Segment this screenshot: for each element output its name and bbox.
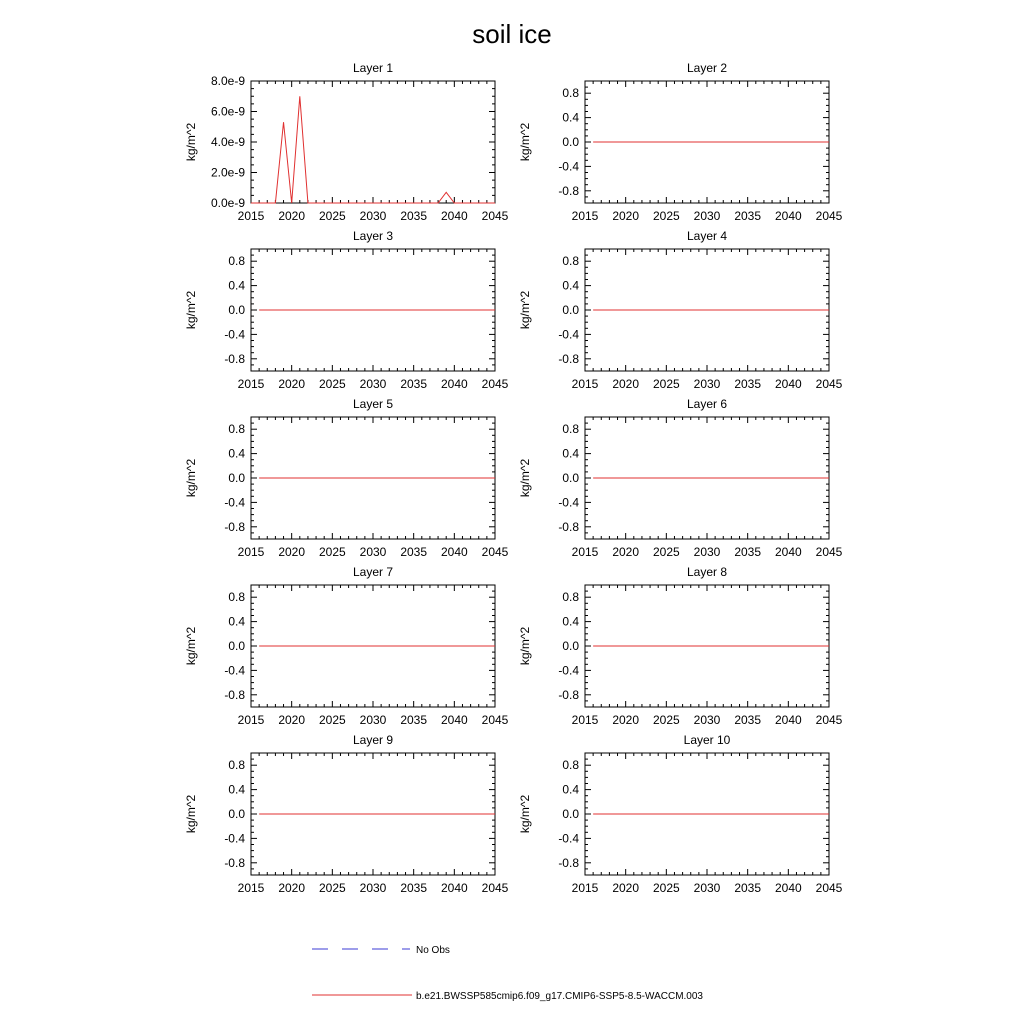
x-tick-label: 2025 bbox=[318, 545, 346, 559]
x-tick-label: 2020 bbox=[278, 377, 306, 391]
x-tick-label: 2045 bbox=[481, 377, 509, 391]
y-tick-label: 0.8 bbox=[228, 758, 245, 773]
y-tick-label: 0.4 bbox=[562, 110, 579, 125]
y-tick-label: 0.0 bbox=[228, 471, 245, 485]
x-tick-label: 2045 bbox=[815, 209, 843, 223]
x-tick-label: 2045 bbox=[481, 545, 509, 559]
y-tick-label: 0.4 bbox=[228, 782, 245, 797]
x-tick-label: 2025 bbox=[318, 377, 346, 391]
y-axis-label: kg/m^2 bbox=[518, 794, 532, 834]
x-tick-label: 2040 bbox=[774, 209, 802, 223]
series-line bbox=[251, 96, 495, 203]
x-tick-label: 2015 bbox=[237, 209, 265, 223]
x-tick-label: 2045 bbox=[481, 881, 509, 895]
y-axis-label: kg/m^2 bbox=[184, 626, 198, 666]
y-tick-label: -0.4 bbox=[224, 831, 245, 846]
x-tick-label: 2020 bbox=[278, 209, 306, 223]
panel-title: Layer 2 bbox=[686, 61, 728, 75]
y-tick-label: 0.4 bbox=[562, 782, 579, 797]
x-tick-label: 2045 bbox=[815, 377, 843, 391]
y-tick-label: 0.4 bbox=[228, 446, 245, 461]
y-tick-label: 0.0 bbox=[228, 303, 245, 317]
x-tick-label: 2035 bbox=[400, 209, 428, 223]
panel-title: Layer 5 bbox=[352, 397, 394, 411]
y-axis-label: kg/m^2 bbox=[184, 122, 198, 162]
x-tick-label: 2015 bbox=[571, 881, 599, 895]
x-tick-label: 2035 bbox=[734, 881, 762, 895]
panel-title: Layer 4 bbox=[686, 229, 728, 243]
panel-10 bbox=[518, 733, 843, 895]
y-axis-label: kg/m^2 bbox=[518, 122, 532, 162]
y-tick-label: 0.0 bbox=[562, 303, 579, 317]
panel-title: Layer 9 bbox=[352, 733, 394, 747]
x-tick-label: 2025 bbox=[318, 881, 346, 895]
y-tick-label: -0.4 bbox=[558, 663, 579, 678]
y-tick-label: 0.4 bbox=[562, 614, 579, 629]
y-tick-label: 0.8 bbox=[228, 422, 245, 437]
panel-1 bbox=[184, 61, 509, 223]
panel-grid bbox=[184, 61, 843, 895]
y-tick-label: -0.4 bbox=[224, 327, 245, 342]
y-tick-label: -0.8 bbox=[558, 351, 579, 366]
x-tick-label: 2015 bbox=[571, 377, 599, 391]
x-tick-label: 2040 bbox=[440, 713, 468, 727]
y-tick-label: -0.8 bbox=[558, 687, 579, 702]
x-tick-label: 2020 bbox=[612, 377, 640, 391]
x-tick-label: 2020 bbox=[612, 209, 640, 223]
y-tick-label: 0.4 bbox=[562, 278, 579, 293]
x-tick-label: 2020 bbox=[278, 713, 306, 727]
x-tick-label: 2020 bbox=[278, 545, 306, 559]
y-tick-label: -0.8 bbox=[224, 519, 245, 534]
x-tick-label: 2040 bbox=[774, 881, 802, 895]
x-tick-label: 2030 bbox=[359, 713, 387, 727]
x-tick-label: 2045 bbox=[815, 881, 843, 895]
x-tick-label: 2040 bbox=[440, 377, 468, 391]
panel-4 bbox=[518, 229, 843, 391]
y-tick-label: -0.8 bbox=[558, 855, 579, 870]
x-tick-label: 2035 bbox=[400, 545, 428, 559]
x-tick-label: 2015 bbox=[571, 209, 599, 223]
x-tick-label: 2015 bbox=[237, 713, 265, 727]
y-tick-label: 0.0 bbox=[562, 807, 579, 821]
panel-6 bbox=[518, 397, 843, 559]
x-tick-label: 2015 bbox=[237, 545, 265, 559]
x-tick-label: 2035 bbox=[400, 881, 428, 895]
y-tick-label: 0.8 bbox=[562, 254, 579, 269]
x-tick-label: 2020 bbox=[612, 545, 640, 559]
panel-title: Layer 3 bbox=[352, 229, 394, 243]
x-tick-label: 2015 bbox=[571, 545, 599, 559]
y-tick-label: 0.4 bbox=[228, 278, 245, 293]
x-tick-label: 2040 bbox=[440, 881, 468, 895]
panel-title: Layer 7 bbox=[352, 565, 394, 579]
y-axis-label: kg/m^2 bbox=[518, 458, 532, 498]
y-tick-label: -0.4 bbox=[558, 495, 579, 510]
legend-label-2: b.e21.BWSSP585cmip6.f09_g17.CMIP6-SSP5-8.5-WACCM.003 bbox=[416, 991, 703, 1002]
x-tick-label: 2030 bbox=[693, 545, 721, 559]
x-tick-label: 2025 bbox=[652, 209, 680, 223]
y-tick-label: 0.4 bbox=[562, 446, 579, 461]
x-tick-label: 2020 bbox=[278, 881, 306, 895]
figure-title: soil ice bbox=[472, 19, 552, 49]
y-tick-label: -0.4 bbox=[558, 159, 579, 174]
y-tick-label: -0.8 bbox=[224, 855, 245, 870]
y-tick-label: 0.8 bbox=[228, 254, 245, 269]
y-axis-label: kg/m^2 bbox=[184, 458, 198, 498]
y-tick-label: -0.8 bbox=[558, 183, 579, 198]
panel-3 bbox=[184, 229, 509, 391]
x-tick-label: 2040 bbox=[774, 713, 802, 727]
panel-title: Layer 10 bbox=[683, 733, 731, 747]
y-tick-label: 0.0 bbox=[228, 807, 245, 821]
y-tick-label: 0.4 bbox=[228, 614, 245, 629]
y-tick-label: 0.0 bbox=[228, 639, 245, 653]
y-tick-label: 0.0e-9 bbox=[210, 196, 245, 210]
panel-title: Layer 6 bbox=[686, 397, 728, 411]
x-tick-label: 2025 bbox=[652, 377, 680, 391]
x-tick-label: 2040 bbox=[774, 545, 802, 559]
y-tick-label: 0.8 bbox=[562, 422, 579, 437]
y-tick-label: 2.0e-9 bbox=[210, 165, 245, 180]
y-axis-label: kg/m^2 bbox=[518, 626, 532, 666]
panel-5 bbox=[184, 397, 509, 559]
x-tick-label: 2015 bbox=[237, 377, 265, 391]
y-tick-label: -0.8 bbox=[558, 519, 579, 534]
y-tick-label: 0.0 bbox=[562, 135, 579, 149]
x-tick-label: 2035 bbox=[734, 377, 762, 391]
x-tick-label: 2020 bbox=[612, 881, 640, 895]
y-axis-label: kg/m^2 bbox=[184, 290, 198, 330]
x-tick-label: 2025 bbox=[652, 881, 680, 895]
y-tick-label: 0.8 bbox=[562, 758, 579, 773]
x-tick-label: 2035 bbox=[400, 713, 428, 727]
y-axis-label: kg/m^2 bbox=[184, 794, 198, 834]
panel-8 bbox=[518, 565, 843, 727]
x-tick-label: 2040 bbox=[774, 377, 802, 391]
y-tick-label: -0.4 bbox=[224, 663, 245, 678]
x-tick-label: 2030 bbox=[693, 209, 721, 223]
y-tick-label: -0.4 bbox=[558, 327, 579, 342]
x-tick-label: 2030 bbox=[693, 377, 721, 391]
x-tick-label: 2025 bbox=[318, 713, 346, 727]
legend-label-1: No Obs bbox=[416, 945, 450, 956]
panel-7 bbox=[184, 565, 509, 727]
x-tick-label: 2040 bbox=[440, 545, 468, 559]
panel-title: Layer 1 bbox=[352, 61, 394, 75]
x-tick-label: 2045 bbox=[481, 713, 509, 727]
x-tick-label: 2030 bbox=[359, 545, 387, 559]
x-tick-label: 2025 bbox=[652, 713, 680, 727]
x-tick-label: 2015 bbox=[571, 713, 599, 727]
panel-2 bbox=[518, 61, 843, 223]
y-tick-label: 0.0 bbox=[562, 639, 579, 653]
x-tick-label: 2030 bbox=[359, 881, 387, 895]
y-tick-label: 0.8 bbox=[228, 590, 245, 605]
x-tick-label: 2020 bbox=[612, 713, 640, 727]
x-tick-label: 2030 bbox=[693, 713, 721, 727]
plot-frame bbox=[251, 81, 495, 203]
x-tick-label: 2035 bbox=[734, 209, 762, 223]
y-tick-label: -0.8 bbox=[224, 351, 245, 366]
y-tick-label: 0.8 bbox=[562, 86, 579, 101]
x-tick-label: 2040 bbox=[440, 209, 468, 223]
y-tick-label: 0.8 bbox=[562, 590, 579, 605]
x-tick-label: 2035 bbox=[734, 545, 762, 559]
legend bbox=[312, 945, 703, 1002]
y-tick-label: -0.4 bbox=[224, 495, 245, 510]
x-tick-label: 2030 bbox=[359, 209, 387, 223]
x-tick-label: 2030 bbox=[693, 881, 721, 895]
x-tick-label: 2045 bbox=[815, 713, 843, 727]
y-tick-label: 8.0e-9 bbox=[210, 74, 245, 88]
y-tick-label: -0.8 bbox=[224, 687, 245, 702]
y-tick-label: 4.0e-9 bbox=[210, 135, 245, 149]
y-tick-label: 0.0 bbox=[562, 471, 579, 485]
y-tick-label: 6.0e-9 bbox=[210, 104, 245, 119]
x-tick-label: 2035 bbox=[400, 377, 428, 391]
x-tick-label: 2035 bbox=[734, 713, 762, 727]
x-tick-label: 2025 bbox=[652, 545, 680, 559]
y-tick-label: -0.4 bbox=[558, 831, 579, 846]
y-axis-label: kg/m^2 bbox=[518, 290, 532, 330]
panel-title: Layer 8 bbox=[686, 565, 728, 579]
panel-9 bbox=[184, 733, 509, 895]
x-tick-label: 2045 bbox=[481, 209, 509, 223]
x-tick-label: 2030 bbox=[359, 377, 387, 391]
x-tick-label: 2045 bbox=[815, 545, 843, 559]
x-tick-label: 2025 bbox=[318, 209, 346, 223]
x-tick-label: 2015 bbox=[237, 881, 265, 895]
